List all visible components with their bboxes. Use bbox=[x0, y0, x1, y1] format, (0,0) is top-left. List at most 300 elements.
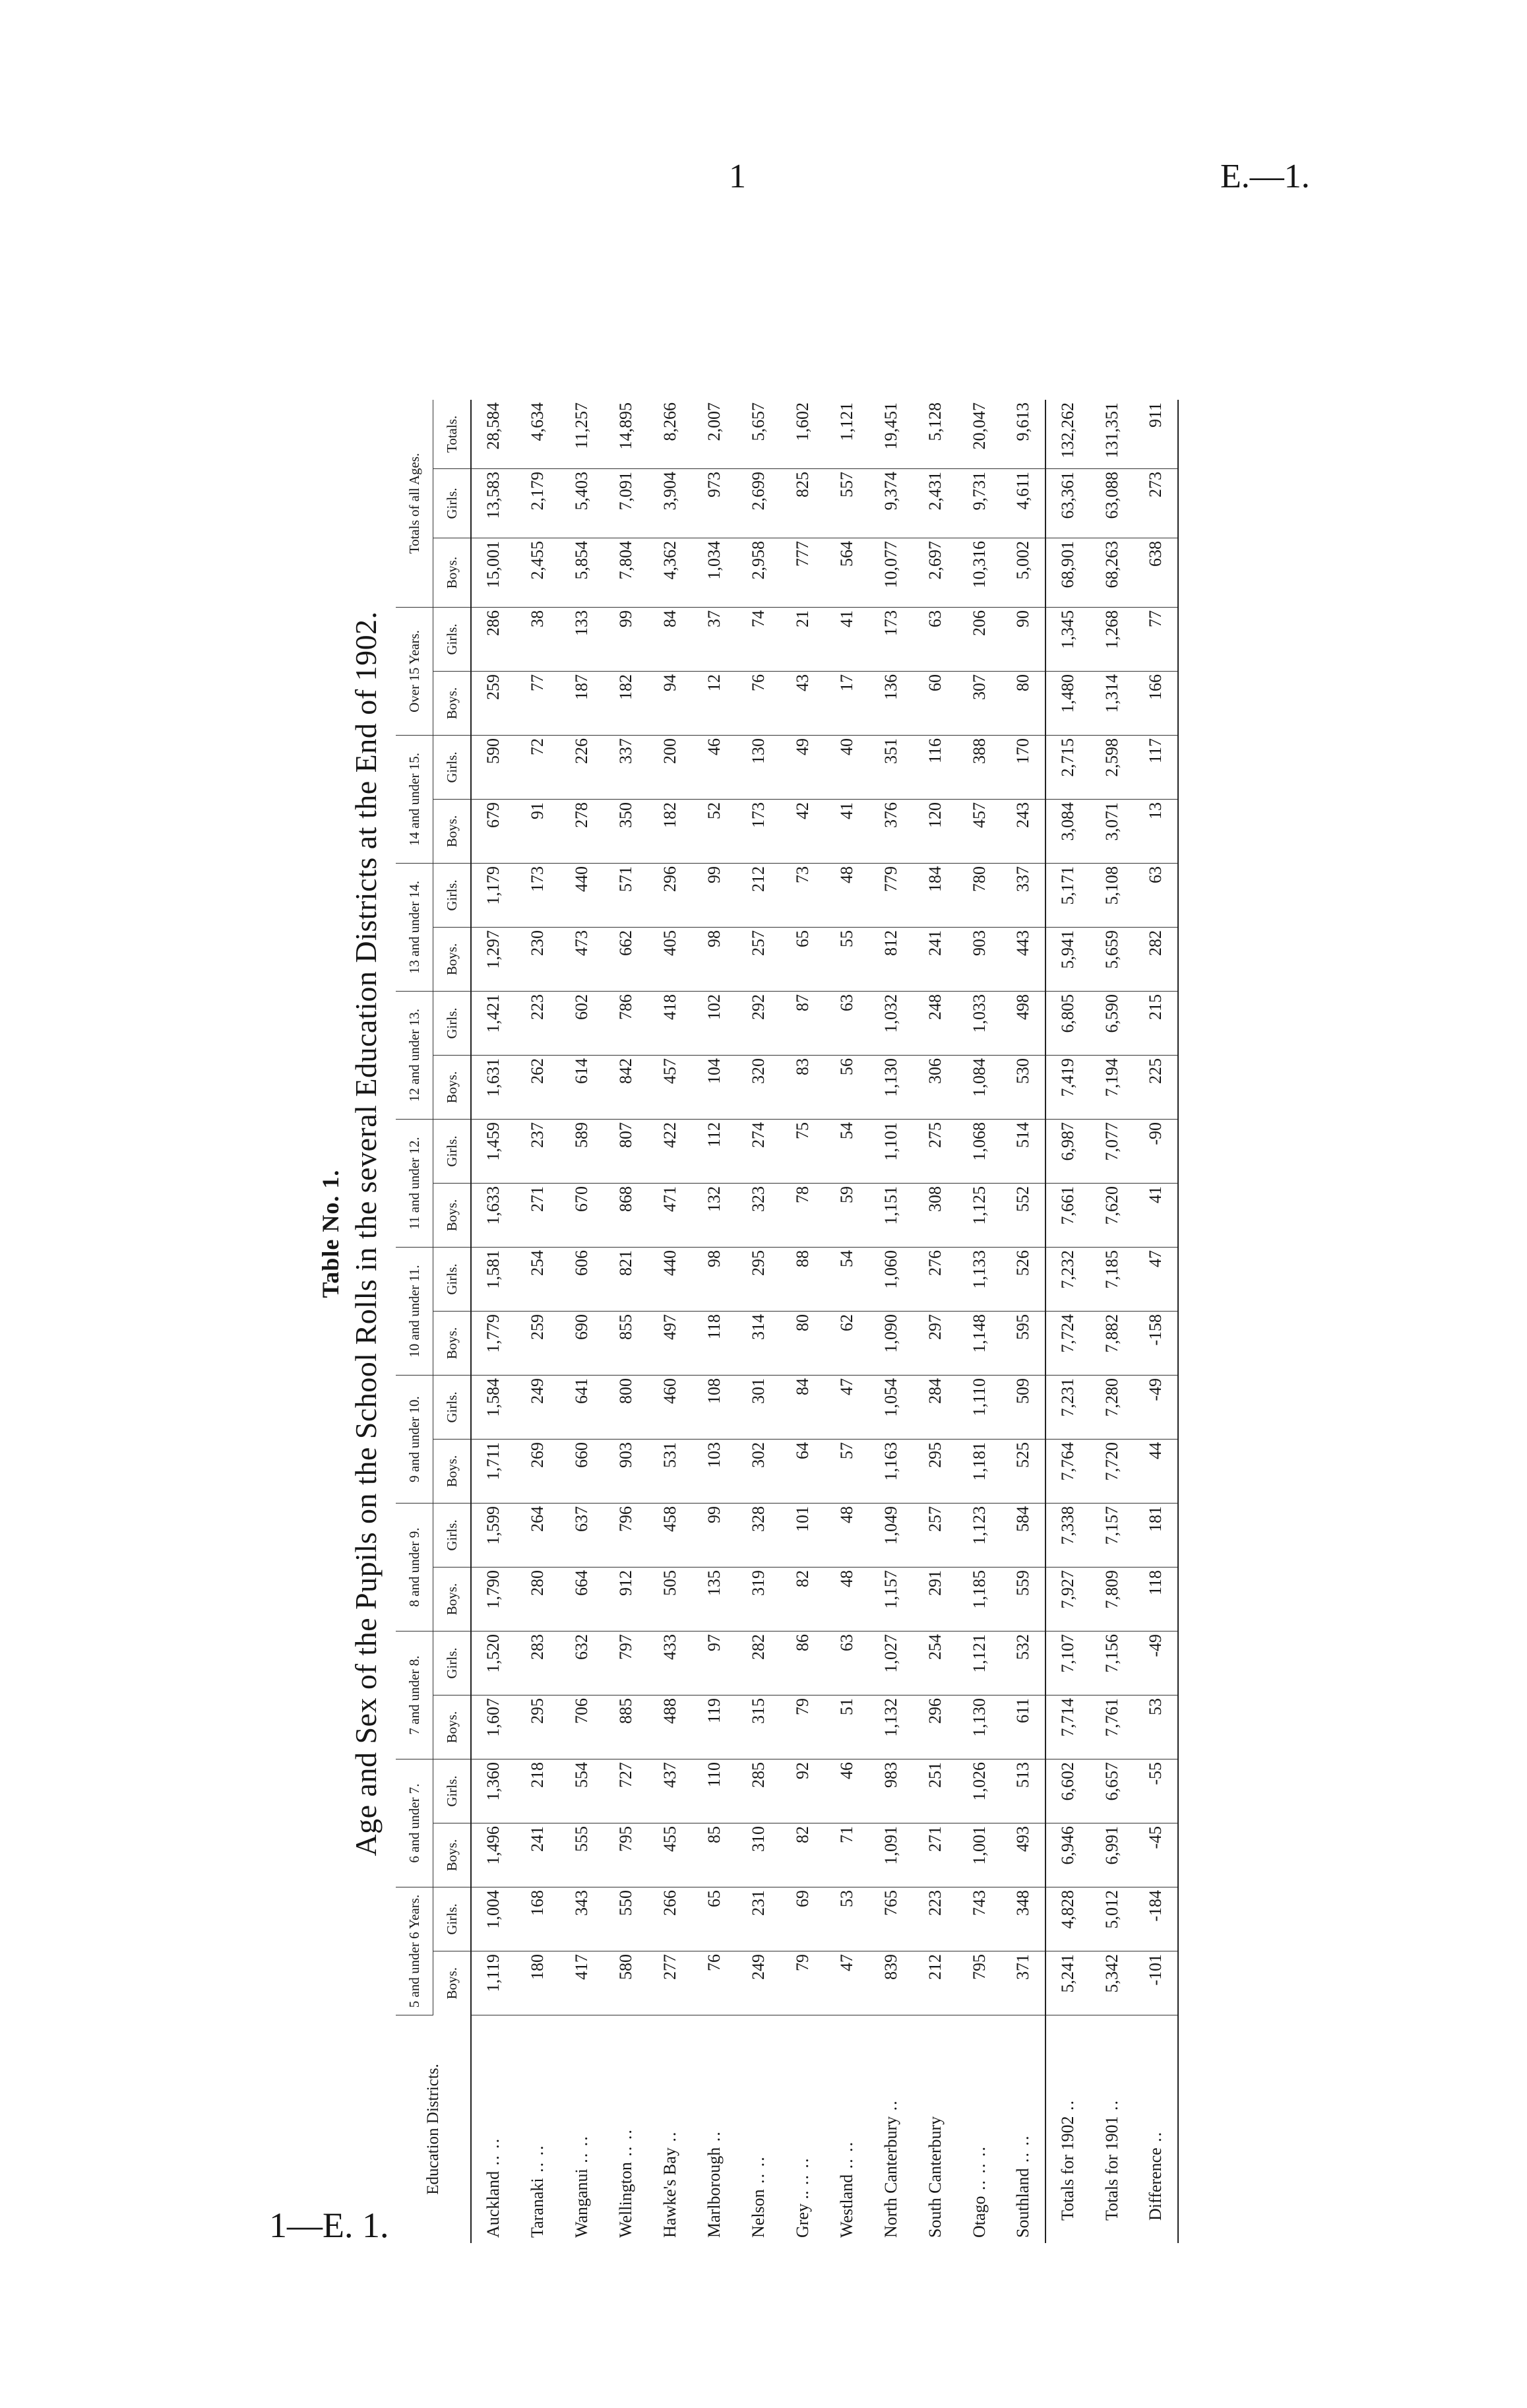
value-cell: 38 bbox=[515, 608, 559, 672]
value-cell: 786 bbox=[604, 992, 648, 1056]
value-cell: 796 bbox=[604, 1504, 648, 1568]
age-group-header: 8 and under 9. bbox=[396, 1504, 433, 1632]
value-cell: 275 bbox=[913, 1120, 957, 1184]
value-cell: 319 bbox=[736, 1568, 780, 1632]
value-cell: 2,455 bbox=[515, 538, 559, 608]
value-cell: 1,054 bbox=[869, 1376, 913, 1440]
value-cell: 271 bbox=[913, 1823, 957, 1887]
value-cell: 973 bbox=[692, 469, 736, 538]
dot-leader: .. bbox=[1102, 2099, 1121, 2116]
value-cell: 231 bbox=[736, 1887, 780, 1951]
value-cell: 513 bbox=[1001, 1759, 1045, 1823]
value-cell: 212 bbox=[913, 1951, 957, 2015]
value-cell: 135 bbox=[692, 1568, 736, 1632]
value-cell: 343 bbox=[559, 1887, 604, 1951]
value-cell: 241 bbox=[913, 928, 957, 992]
value-cell: 173 bbox=[515, 864, 559, 928]
value-cell: 98 bbox=[692, 1248, 736, 1312]
value-cell: 637 bbox=[559, 1504, 604, 1568]
value-cell: 48 bbox=[825, 864, 869, 928]
district-name-cell bbox=[648, 2015, 692, 2244]
value-cell: 254 bbox=[515, 1248, 559, 1312]
value-cell: 98 bbox=[692, 928, 736, 992]
value-cell: 295 bbox=[913, 1440, 957, 1504]
value-cell: 83 bbox=[780, 1056, 825, 1120]
value-cell: -55 bbox=[1134, 1759, 1178, 1823]
value-cell: 455 bbox=[648, 1823, 692, 1887]
value-cell: 75 bbox=[780, 1120, 825, 1184]
footer-code: 1—E. 1. bbox=[269, 2205, 389, 2245]
page-number: 1 bbox=[729, 158, 746, 195]
value-cell: 276 bbox=[913, 1248, 957, 1312]
value-cell: 102 bbox=[692, 992, 736, 1056]
value-cell: 94 bbox=[648, 672, 692, 736]
value-cell: 7,882 bbox=[1090, 1312, 1134, 1376]
dot-leader: .. bbox=[1058, 2099, 1077, 2116]
value-cell: 7,804 bbox=[604, 538, 648, 608]
value-cell: 52 bbox=[692, 800, 736, 864]
value-cell: 1,033 bbox=[957, 992, 1001, 1056]
value-cell: 6,805 bbox=[1045, 992, 1090, 1056]
value-cell: 777 bbox=[780, 538, 825, 608]
value-cell: 302 bbox=[736, 1440, 780, 1504]
value-cell: 1,157 bbox=[869, 1568, 913, 1632]
value-cell: 187 bbox=[559, 672, 604, 736]
value-cell: 48 bbox=[825, 1568, 869, 1632]
dot-leader: .. .. bbox=[615, 2128, 635, 2163]
value-cell: 2,715 bbox=[1045, 736, 1090, 800]
value-cell: 7,714 bbox=[1045, 1695, 1090, 1759]
boys-subheader: Boys. bbox=[433, 1184, 472, 1248]
district-name-cell bbox=[1001, 2015, 1045, 2244]
age-group-header: 6 and under 7. bbox=[396, 1759, 433, 1887]
value-cell: 376 bbox=[869, 800, 913, 864]
value-cell: 295 bbox=[515, 1695, 559, 1759]
value-cell: 251 bbox=[913, 1759, 957, 1823]
value-cell: 595 bbox=[1001, 1312, 1045, 1376]
value-cell: 48 bbox=[825, 1504, 869, 1568]
table-row bbox=[780, 400, 825, 2243]
value-cell: 47 bbox=[825, 1376, 869, 1440]
value-cell: 323 bbox=[736, 1184, 780, 1248]
value-cell: 257 bbox=[913, 1504, 957, 1568]
value-cell: -101 bbox=[1134, 1951, 1178, 2015]
value-cell: 3,084 bbox=[1045, 800, 1090, 864]
value-cell: 3,904 bbox=[648, 469, 692, 538]
value-cell: 589 bbox=[559, 1120, 604, 1184]
value-cell: 71 bbox=[825, 1823, 869, 1887]
value-cell: 7,091 bbox=[604, 469, 648, 538]
value-cell: 6,987 bbox=[1045, 1120, 1090, 1184]
value-cell: 662 bbox=[604, 928, 648, 992]
value-cell: 498 bbox=[1001, 992, 1045, 1056]
district-name: Taranaki bbox=[527, 2178, 547, 2238]
girls-subheader: Girls. bbox=[433, 1504, 472, 1568]
value-cell: 47 bbox=[1134, 1248, 1178, 1312]
district-name: Nelson bbox=[748, 2189, 768, 2238]
value-cell: 84 bbox=[780, 1376, 825, 1440]
value-cell: 5,241 bbox=[1045, 1951, 1090, 2015]
value-cell: 116 bbox=[913, 736, 957, 800]
value-cell: 249 bbox=[736, 1951, 780, 2015]
value-cell: 2,697 bbox=[913, 538, 957, 608]
value-cell: 7,720 bbox=[1090, 1440, 1134, 1504]
value-cell: 795 bbox=[957, 1951, 1001, 2015]
value-cell: 60 bbox=[913, 672, 957, 736]
value-cell: 632 bbox=[559, 1632, 604, 1695]
value-cell: 348 bbox=[1001, 1887, 1045, 1951]
value-cell: 92 bbox=[780, 1759, 825, 1823]
value-cell: 87 bbox=[780, 992, 825, 1056]
value-cell: 282 bbox=[736, 1632, 780, 1695]
value-cell: 5,002 bbox=[1001, 538, 1045, 608]
value-cell: 1,268 bbox=[1090, 608, 1134, 672]
value-cell: 78 bbox=[780, 1184, 825, 1248]
value-cell: 85 bbox=[692, 1823, 736, 1887]
value-cell: 440 bbox=[559, 864, 604, 928]
dot-leader: .. .. bbox=[792, 2157, 812, 2191]
district-name: Hawke's Bay bbox=[660, 2147, 679, 2238]
value-cell: 571 bbox=[604, 864, 648, 928]
value-cell: 4,828 bbox=[1045, 1887, 1090, 1951]
age-group-header: 13 and under 14. bbox=[396, 864, 433, 992]
dot-leader: .. .. bbox=[483, 2137, 503, 2171]
district-name: Southland bbox=[1013, 2168, 1032, 2238]
value-cell: 7,077 bbox=[1090, 1120, 1134, 1184]
value-cell: 1,001 bbox=[957, 1823, 1001, 1887]
district-name-cell bbox=[692, 2015, 736, 2244]
value-cell: 297 bbox=[913, 1312, 957, 1376]
value-cell: 63 bbox=[1134, 864, 1178, 928]
value-cell: 168 bbox=[515, 1887, 559, 1951]
boys-subheader: Boys. bbox=[433, 800, 472, 864]
value-cell: 514 bbox=[1001, 1120, 1045, 1184]
boys-subheader: Boys. bbox=[433, 672, 472, 736]
district-column-header: Education Districts. bbox=[396, 2015, 471, 2244]
value-cell: 262 bbox=[515, 1056, 559, 1120]
value-cell: 509 bbox=[1001, 1376, 1045, 1440]
district-name: Westland bbox=[836, 2174, 856, 2238]
value-cell: 295 bbox=[736, 1248, 780, 1312]
district-name: Grey .. bbox=[792, 2190, 812, 2238]
value-cell: 1,133 bbox=[957, 1248, 1001, 1312]
rotated-table-area bbox=[277, 224, 1165, 2243]
value-cell: 40 bbox=[825, 736, 869, 800]
value-cell: 72 bbox=[515, 736, 559, 800]
value-cell: 5,171 bbox=[1045, 864, 1090, 928]
value-cell: 282 bbox=[1134, 928, 1178, 992]
table-row bbox=[692, 400, 736, 2243]
district-name-cell bbox=[780, 2015, 825, 2244]
value-cell: 49 bbox=[780, 736, 825, 800]
value-cell: 5,128 bbox=[913, 400, 957, 469]
value-cell: 532 bbox=[1001, 1632, 1045, 1695]
table-row bbox=[957, 400, 1001, 2243]
value-cell: 505 bbox=[648, 1568, 692, 1632]
district-name-cell bbox=[1090, 2015, 1134, 2244]
value-cell: 1,297 bbox=[471, 928, 515, 992]
value-cell: 564 bbox=[825, 538, 869, 608]
value-cell: 825 bbox=[780, 469, 825, 538]
value-cell: 69 bbox=[780, 1887, 825, 1951]
value-cell: 173 bbox=[736, 800, 780, 864]
value-cell: 1,185 bbox=[957, 1568, 1001, 1632]
value-cell: 43 bbox=[780, 672, 825, 736]
value-cell: 320 bbox=[736, 1056, 780, 1120]
value-cell: 28,584 bbox=[471, 400, 515, 469]
value-cell: 1,633 bbox=[471, 1184, 515, 1248]
value-cell: 5,854 bbox=[559, 538, 604, 608]
value-cell: 62 bbox=[825, 1312, 869, 1376]
value-cell: 9,374 bbox=[869, 469, 913, 538]
value-cell: 180 bbox=[515, 1951, 559, 2015]
value-cell: 1,032 bbox=[869, 992, 913, 1056]
value-cell: 110 bbox=[692, 1759, 736, 1823]
value-cell: 5,012 bbox=[1090, 1887, 1134, 1951]
value-cell: 215 bbox=[1134, 992, 1178, 1056]
value-cell: 269 bbox=[515, 1440, 559, 1504]
value-cell: 10,316 bbox=[957, 538, 1001, 608]
value-cell: 19,451 bbox=[869, 400, 913, 469]
age-group-header: 14 and under 15. bbox=[396, 736, 433, 864]
value-cell: 2,958 bbox=[736, 538, 780, 608]
age-group-header: 7 and under 8. bbox=[396, 1632, 433, 1759]
table-row bbox=[736, 400, 780, 2243]
value-cell: 497 bbox=[648, 1312, 692, 1376]
value-cell: 9,613 bbox=[1001, 400, 1045, 469]
value-cell: 7,661 bbox=[1045, 1184, 1090, 1248]
dot-leader: .. .. bbox=[527, 2144, 547, 2178]
value-cell: 1,084 bbox=[957, 1056, 1001, 1120]
value-cell: 315 bbox=[736, 1695, 780, 1759]
value-cell: 670 bbox=[559, 1184, 604, 1248]
value-cell: 249 bbox=[515, 1376, 559, 1440]
value-cell: 90 bbox=[1001, 608, 1045, 672]
value-cell: 101 bbox=[780, 1504, 825, 1568]
value-cell: 1,790 bbox=[471, 1568, 515, 1632]
value-cell: 63 bbox=[825, 1632, 869, 1695]
value-cell: -158 bbox=[1134, 1312, 1178, 1376]
value-cell: 17 bbox=[825, 672, 869, 736]
value-cell: 559 bbox=[1001, 1568, 1045, 1632]
dot-leader: .. .. bbox=[1013, 2134, 1032, 2169]
district-name-cell bbox=[825, 2015, 869, 2244]
value-cell: 284 bbox=[913, 1376, 957, 1440]
value-cell: 308 bbox=[913, 1184, 957, 1248]
value-cell: 7,280 bbox=[1090, 1376, 1134, 1440]
value-cell: 63 bbox=[913, 608, 957, 672]
value-cell: 64 bbox=[780, 1440, 825, 1504]
age-group-header: 5 and under 6 Years. bbox=[396, 1887, 433, 2015]
value-cell: 351 bbox=[869, 736, 913, 800]
table-row bbox=[648, 400, 692, 2243]
value-cell: 133 bbox=[559, 608, 604, 672]
value-cell: 417 bbox=[559, 1951, 604, 2015]
value-cell: 80 bbox=[1001, 672, 1045, 736]
value-cell: 983 bbox=[869, 1759, 913, 1823]
value-cell: 4,611 bbox=[1001, 469, 1045, 538]
value-cell: 526 bbox=[1001, 1248, 1045, 1312]
value-cell: 1,584 bbox=[471, 1376, 515, 1440]
value-cell: 471 bbox=[648, 1184, 692, 1248]
totals-subheader: Totals. bbox=[433, 400, 472, 469]
district-name-cell bbox=[869, 2015, 913, 2244]
value-cell: -90 bbox=[1134, 1120, 1178, 1184]
value-cell: 278 bbox=[559, 800, 604, 864]
value-cell: 1,121 bbox=[957, 1632, 1001, 1695]
value-cell: -49 bbox=[1134, 1376, 1178, 1440]
value-cell: 53 bbox=[1134, 1695, 1178, 1759]
value-cell: 433 bbox=[648, 1632, 692, 1695]
value-cell: 602 bbox=[559, 992, 604, 1056]
value-cell: 614 bbox=[559, 1056, 604, 1120]
district-name: Wanganui bbox=[571, 2169, 591, 2238]
value-cell: 388 bbox=[957, 736, 1001, 800]
value-cell: -49 bbox=[1134, 1632, 1178, 1695]
value-cell: 337 bbox=[604, 736, 648, 800]
value-cell: 1,068 bbox=[957, 1120, 1001, 1184]
value-cell: 800 bbox=[604, 1376, 648, 1440]
value-cell: 7,620 bbox=[1090, 1184, 1134, 1248]
value-cell: 112 bbox=[692, 1120, 736, 1184]
age-group-header: 9 and under 10. bbox=[396, 1376, 433, 1504]
value-cell: 350 bbox=[604, 800, 648, 864]
value-cell: 1,123 bbox=[957, 1504, 1001, 1568]
value-cell: 821 bbox=[604, 1248, 648, 1312]
table-row bbox=[604, 400, 648, 2243]
value-cell: 911 bbox=[1134, 400, 1178, 469]
value-cell: 839 bbox=[869, 1951, 913, 2015]
district-name-cell bbox=[1134, 2015, 1178, 2244]
value-cell: 79 bbox=[780, 1951, 825, 2015]
value-cell: 9,731 bbox=[957, 469, 1001, 538]
value-cell: 131,351 bbox=[1090, 400, 1134, 469]
value-cell: 56 bbox=[825, 1056, 869, 1120]
district-name-cell bbox=[957, 2015, 1001, 2244]
value-cell: 223 bbox=[515, 992, 559, 1056]
value-cell: 779 bbox=[869, 864, 913, 928]
value-cell: 310 bbox=[736, 1823, 780, 1887]
girls-subheader: Girls. bbox=[433, 469, 472, 538]
table-number: Table No. 1. bbox=[317, 1169, 344, 1298]
value-cell: 2,598 bbox=[1090, 736, 1134, 800]
dot-leader: .. bbox=[1146, 2130, 1165, 2148]
girls-subheader: Girls. bbox=[433, 736, 472, 800]
value-cell: 437 bbox=[648, 1759, 692, 1823]
table-row bbox=[1134, 400, 1178, 2243]
value-cell: 86 bbox=[780, 1632, 825, 1695]
value-cell: 8,266 bbox=[648, 400, 692, 469]
value-cell: 1,179 bbox=[471, 864, 515, 928]
value-cell: 68,263 bbox=[1090, 538, 1134, 608]
value-cell: 79 bbox=[780, 1695, 825, 1759]
district-name-cell bbox=[913, 2015, 957, 2244]
value-cell: 76 bbox=[736, 672, 780, 736]
value-cell: 868 bbox=[604, 1184, 648, 1248]
value-cell: 584 bbox=[1001, 1504, 1045, 1568]
value-cell: 63,088 bbox=[1090, 469, 1134, 538]
value-cell: 458 bbox=[648, 1504, 692, 1568]
table-row bbox=[825, 400, 869, 2243]
value-cell: 1,496 bbox=[471, 1823, 515, 1887]
value-cell: 1,631 bbox=[471, 1056, 515, 1120]
value-cell: 243 bbox=[1001, 800, 1045, 864]
value-cell: 241 bbox=[515, 1823, 559, 1887]
value-cell: 7,231 bbox=[1045, 1376, 1090, 1440]
district-name-cell bbox=[604, 2015, 648, 2244]
value-cell: 108 bbox=[692, 1376, 736, 1440]
value-cell: 7,156 bbox=[1090, 1632, 1134, 1695]
boys-subheader: Boys. bbox=[433, 1823, 472, 1887]
girls-subheader: Girls. bbox=[433, 608, 472, 672]
value-cell: 457 bbox=[648, 1056, 692, 1120]
value-cell: 6,991 bbox=[1090, 1823, 1134, 1887]
value-cell: 5,108 bbox=[1090, 864, 1134, 928]
value-cell: -45 bbox=[1134, 1823, 1178, 1887]
value-cell: 460 bbox=[648, 1376, 692, 1440]
value-cell: 1,314 bbox=[1090, 672, 1134, 736]
value-cell: 660 bbox=[559, 1440, 604, 1504]
value-cell: 277 bbox=[648, 1951, 692, 2015]
value-cell: 1,459 bbox=[471, 1120, 515, 1184]
value-cell: 10,077 bbox=[869, 538, 913, 608]
dot-leader: .. .. bbox=[836, 2140, 856, 2174]
value-cell: 780 bbox=[957, 864, 1001, 928]
value-cell: 3,071 bbox=[1090, 800, 1134, 864]
value-cell: 743 bbox=[957, 1887, 1001, 1951]
value-cell: 638 bbox=[1134, 538, 1178, 608]
value-cell: 285 bbox=[736, 1759, 780, 1823]
value-cell: 7,107 bbox=[1045, 1632, 1090, 1695]
value-cell: 1,779 bbox=[471, 1312, 515, 1376]
value-cell: 1,130 bbox=[957, 1695, 1001, 1759]
value-cell: 259 bbox=[471, 672, 515, 736]
value-cell: 493 bbox=[1001, 1823, 1045, 1887]
value-cell: 218 bbox=[515, 1759, 559, 1823]
value-cell: 118 bbox=[692, 1312, 736, 1376]
value-cell: 74 bbox=[736, 608, 780, 672]
value-cell: 54 bbox=[825, 1248, 869, 1312]
age-group-header: 12 and under 13. bbox=[396, 992, 433, 1120]
value-cell: 248 bbox=[913, 992, 957, 1056]
value-cell: 226 bbox=[559, 736, 604, 800]
value-cell: 63 bbox=[825, 992, 869, 1056]
value-cell: 530 bbox=[1001, 1056, 1045, 1120]
table-row bbox=[913, 400, 957, 2243]
value-cell: 166 bbox=[1134, 672, 1178, 736]
value-cell: 54 bbox=[825, 1120, 869, 1184]
value-cell: 97 bbox=[692, 1632, 736, 1695]
value-cell: 280 bbox=[515, 1568, 559, 1632]
page-code: E.—1. bbox=[1220, 158, 1310, 195]
value-cell: 664 bbox=[559, 1568, 604, 1632]
value-cell: 46 bbox=[825, 1759, 869, 1823]
dot-leader: .. .. bbox=[571, 2135, 591, 2169]
value-cell: 77 bbox=[515, 672, 559, 736]
value-cell: 611 bbox=[1001, 1695, 1045, 1759]
value-cell: 132,262 bbox=[1045, 400, 1090, 469]
value-cell: 21 bbox=[780, 608, 825, 672]
value-cell: 103 bbox=[692, 1440, 736, 1504]
value-cell: 264 bbox=[515, 1504, 559, 1568]
value-cell: 182 bbox=[604, 672, 648, 736]
value-cell: 84 bbox=[648, 608, 692, 672]
value-cell: 55 bbox=[825, 928, 869, 992]
value-cell: 1,520 bbox=[471, 1632, 515, 1695]
value-cell: 59 bbox=[825, 1184, 869, 1248]
value-cell: 1,421 bbox=[471, 992, 515, 1056]
district-name: South Canterbury bbox=[925, 2116, 945, 2238]
